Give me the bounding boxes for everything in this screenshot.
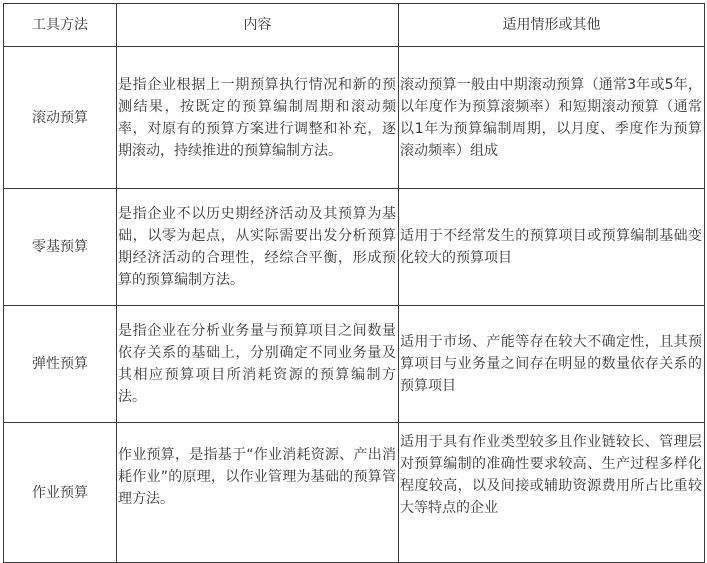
table-row — [4, 423, 705, 563]
method-cell: 作业预算 — [4, 423, 117, 563]
table-row — [4, 306, 705, 423]
content-cell: 是指企业不以历史期经济活动及其预算为基础，以零为起点，从实际需要出发分析预算期经济活动的合理性，经综合平衡，形成预算的预算编制方法。 — [117, 189, 399, 306]
content-cell: 作业预算，是指基于“作业消耗资源、产出消耗作业”的原理，以作业管理为基础的预算管理方法。 — [117, 423, 399, 563]
header-applicability: 适用情形或其他 — [399, 4, 705, 47]
table-header-row — [4, 4, 705, 47]
applicability-cell: 适用于不经常发生的预算项目或预算编制基础变化较大的预算项目 — [399, 189, 705, 306]
header-method: 工具方法 — [4, 4, 117, 47]
method-cell: 零基预算 — [4, 189, 117, 306]
content-cell: 是指企业根据上一期预算执行情况和新的预测结果，按既定的预算编制周期和滚动频率，对原有的预算方案进行调整和补充，逐期滚动，持续推进的预算编制方法。 — [117, 47, 399, 189]
applicability-cell: 滚动预算一般由中期滚动预算（通常3年或5年，以年度作为预算滚频率）和短期滚动预算（通常以1年为预算编制周期，以月度、季度作为预算滚动频率）组成 — [399, 47, 705, 189]
content-cell: 是指企业在分析业务量与预算项目之间数量依存关系的基础上，分别确定不同业务量及其相应预算项目所消耗资源的预算编制方法。 — [117, 306, 399, 423]
budget-methods-table — [3, 3, 705, 563]
method-cell: 滚动预算 — [4, 47, 117, 189]
table-row — [4, 47, 705, 189]
header-content: 内容 — [117, 4, 399, 47]
table-row — [4, 189, 705, 306]
method-cell: 弹性预算 — [4, 306, 117, 423]
applicability-cell: 适用于具有作业类型较多且作业链较长、管理层对预算编制的准确性要求较高、生产过程多样化程度较高，以及间接或辅助资源费用所占比重较大等特点的企业 — [399, 423, 705, 563]
applicability-cell: 适用于市场、产能等存在较大不确定性，且其预算项目与业务量之间存在明显的数量依存关系的预算项目 — [399, 306, 705, 423]
